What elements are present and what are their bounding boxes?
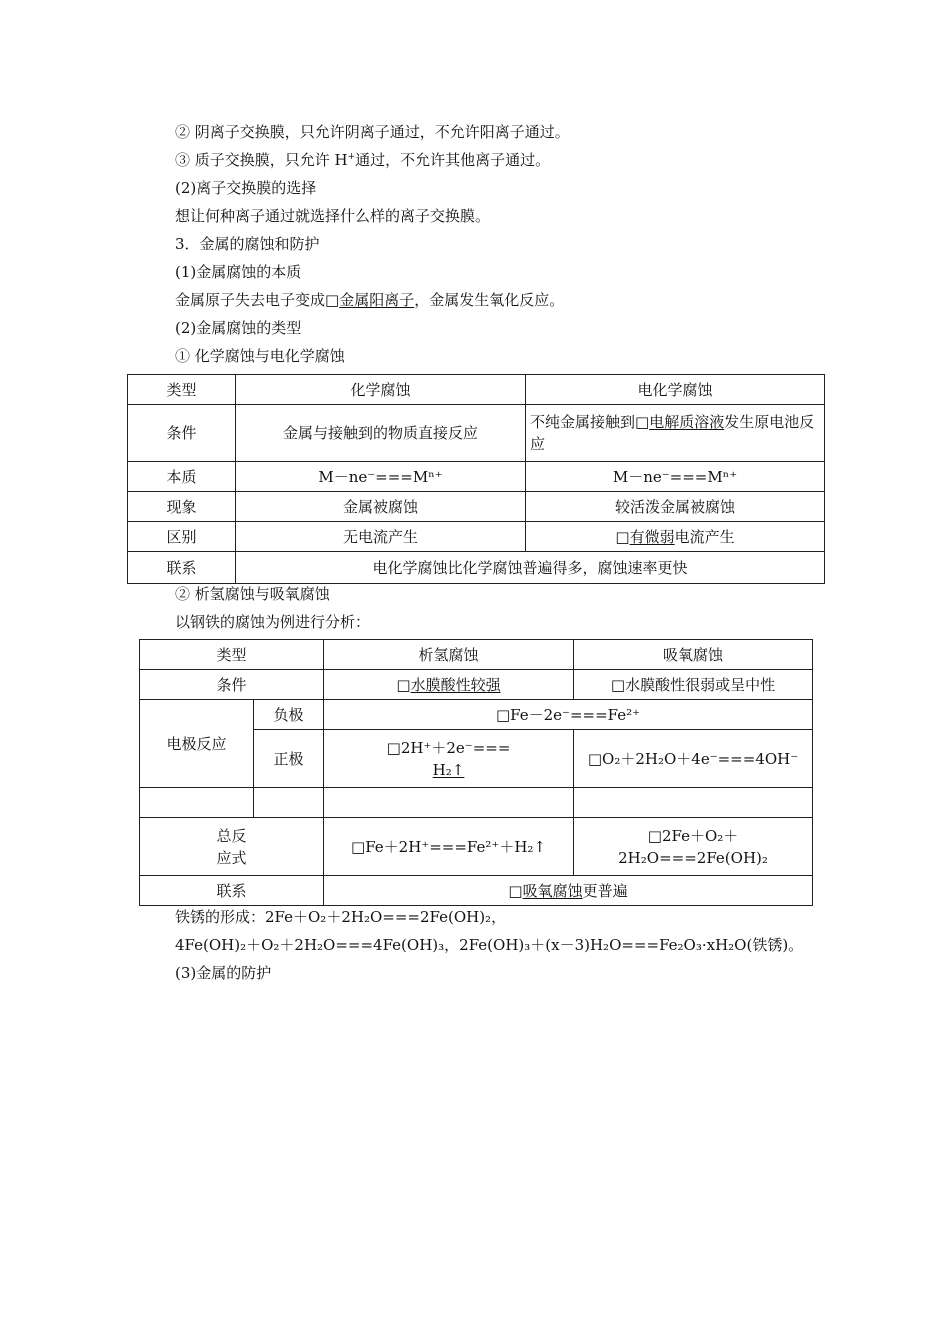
- answer-underline: 吸氧腐蚀: [522, 881, 583, 900]
- label-part: 总反: [216, 826, 247, 845]
- formula: 2Fe＋O₂＋2H₂O===2Fe(OH)₂: [618, 826, 768, 867]
- subheading: (3)金属的防护: [175, 964, 272, 982]
- blank-box: □: [610, 675, 626, 694]
- subheading: ② 析氢腐蚀与吸氧腐蚀: [175, 585, 330, 603]
- formula: Fe－2e⁻===Fe²⁺: [510, 705, 641, 724]
- formula-line: 4Fe(OH)₂＋O₂＋2H₂O===4Fe(OH)₃，2Fe(OH)₃＋(x－3)H₂O===Fe₂O₃·xH₂O(铁锈)。: [175, 936, 804, 954]
- row-label: [140, 818, 324, 876]
- table-cell: [324, 730, 574, 788]
- table-cell: M－ne⁻===Mⁿ⁺: [236, 462, 526, 492]
- label-part: 应式: [216, 848, 247, 867]
- blank-box: □: [647, 826, 662, 845]
- text-fragment: 电流产生: [674, 527, 735, 546]
- subheading: ① 化学腐蚀与电化学腐蚀: [175, 347, 345, 365]
- table-cell: [324, 818, 574, 876]
- table-cell: [574, 818, 813, 876]
- row-label: 联系: [140, 876, 324, 906]
- text-line: 以钢铁的腐蚀为例进行分析：: [175, 613, 371, 631]
- empty-cell: [324, 788, 574, 818]
- row-label: 现象: [128, 492, 236, 522]
- table-cell: [526, 522, 825, 552]
- section-heading: 3．金属的腐蚀和防护: [175, 235, 320, 253]
- blank-box: □: [495, 705, 511, 724]
- header-cell: 类型: [128, 375, 236, 405]
- answer-underline: 电解质溶液: [649, 413, 725, 431]
- header-cell: 化学腐蚀: [236, 375, 526, 405]
- row-label: 条件: [140, 670, 324, 700]
- header-cell: 类型: [140, 640, 324, 670]
- table-cell: 电化学腐蚀比化学腐蚀普遍得多，腐蚀速率更快: [236, 552, 825, 584]
- text-fragment: ，金属发生氧化反应。: [414, 291, 565, 309]
- text-fragment: 发生原电池反应: [530, 413, 815, 453]
- row-label: 条件: [128, 405, 236, 462]
- table-cell: [526, 405, 825, 462]
- answer-underline: 金属阳离子: [339, 291, 415, 309]
- answer-underline: H₂↑: [432, 760, 465, 779]
- empty-cell: [574, 788, 813, 818]
- header-cell: 吸氧腐蚀: [574, 640, 813, 670]
- text-line: 想让何种离子通过就选择什么样的离子交换膜。: [175, 207, 491, 225]
- text-fragment: ③ 质子交换膜，只允许 H: [175, 151, 348, 169]
- formula: Fe＋2H⁺===Fe²⁺＋H₂↑: [365, 837, 546, 856]
- blank-box: □: [351, 837, 366, 856]
- header-cell: 电化学腐蚀: [526, 375, 825, 405]
- table-cell: [574, 730, 813, 788]
- table-cell: 较活泼金属被腐蚀: [526, 492, 825, 522]
- blank-box: □: [635, 413, 650, 431]
- subheading: (2)金属腐蚀的类型: [175, 319, 302, 337]
- row-label: 电极反应: [140, 700, 254, 788]
- table-cell: [324, 670, 574, 700]
- header-cell: 析氢腐蚀: [324, 640, 574, 670]
- row-label: 联系: [128, 552, 236, 584]
- formula: O₂＋2H₂O＋4e⁻===4OH⁻: [602, 749, 799, 768]
- answer-underline: 有微弱: [629, 527, 675, 546]
- blank-box: □: [396, 675, 411, 694]
- text-fragment: 金属原子失去电子变成: [175, 291, 326, 309]
- table-cell: M－ne⁻===Mⁿ⁺: [526, 462, 825, 492]
- blank-box: □: [386, 738, 401, 757]
- table-cell: 金属被腐蚀: [236, 492, 526, 522]
- answer-underline: 水膜酸性较强: [410, 675, 501, 694]
- table-cell: [324, 876, 813, 906]
- table-cell: 金属与接触到的物质直接反应: [236, 405, 526, 462]
- formula-line: 铁锈的形成：2Fe＋O₂＋2H₂O===2Fe(OH)₂，: [175, 908, 507, 926]
- text-fragment: 通过，不允许其他离子通过。: [355, 151, 551, 169]
- row-label: 正极: [254, 730, 324, 788]
- blank-box: □: [587, 749, 603, 768]
- corrosion-comparison-table: [127, 374, 825, 584]
- row-label: 本质: [128, 462, 236, 492]
- text-line: ② 阴离子交换膜，只允许阴离子通过，不允许阳离子通过。: [175, 123, 570, 141]
- row-label: 区别: [128, 522, 236, 552]
- subheading: (2)离子交换膜的选择: [175, 179, 317, 197]
- text-fragment: 不纯金属接触到: [530, 413, 636, 431]
- text-line: [175, 150, 550, 173]
- blank-box: □: [508, 881, 523, 900]
- subheading: (1)金属腐蚀的本质: [175, 263, 302, 281]
- formula: 2H⁺＋2e⁻===: [400, 738, 511, 757]
- empty-cell: [254, 788, 324, 818]
- text-fragment: 更普遍: [582, 881, 628, 900]
- text-fragment: 水膜酸性很弱或呈中性: [625, 675, 776, 694]
- text-line: [175, 290, 564, 310]
- blank-box: □: [615, 527, 630, 546]
- superscript: +: [347, 152, 356, 162]
- table-cell: [324, 700, 813, 730]
- table-cell: [574, 670, 813, 700]
- empty-cell: [140, 788, 254, 818]
- blank-box: □: [325, 291, 340, 309]
- table-cell: 无电流产生: [236, 522, 526, 552]
- hydrogen-oxygen-corrosion-table: [139, 639, 813, 906]
- row-label: 负极: [254, 700, 324, 730]
